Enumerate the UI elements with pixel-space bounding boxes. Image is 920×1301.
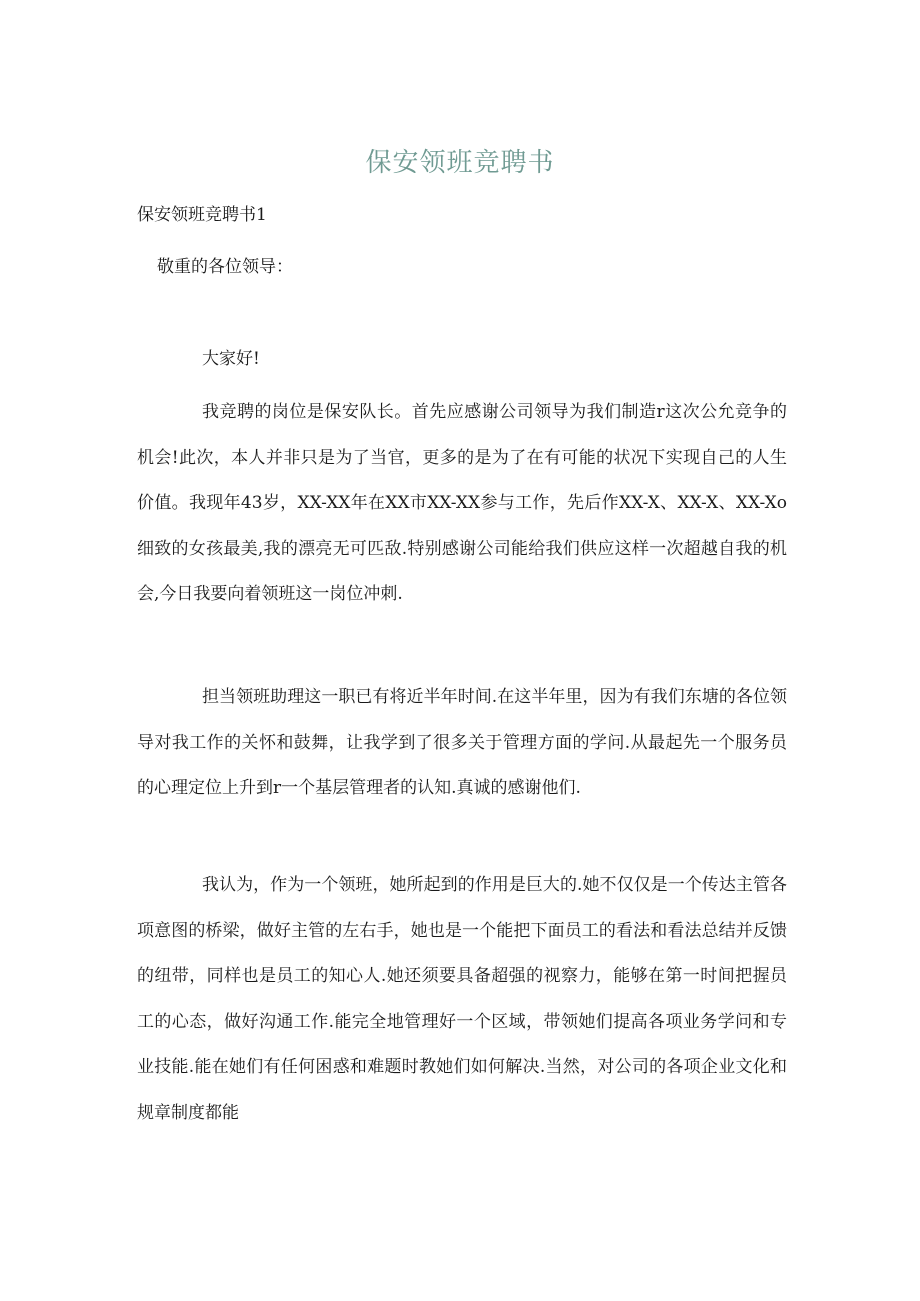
greeting: 大家好! [202,349,260,369]
body-paragraph: 我认为，作为一个领班，她所起到的作用是巨大的.她不仅仅是一个传达主管各项意图的桥梁，做好主管的左右手，她也是一个能把下面员工的看法和看法总结并反馈的纽带，同样也是员工的知心人.她还须要具备超强的视察力，能够在第一时间把握员工的心态，做好沟通工作.能完全地管理好一个区域，带领她们提高各项业务学问和专业技能.能在她们有任何困惑和难题时教她们如何解决.当然，对公司的各项企业文化和规章制度都能 [137,875,787,1123]
salutation: 敬重的各位领导： [157,257,293,277]
section-heading: 保安领班竞聘书1 [137,205,267,225]
body-paragraph: 我竞聘的岗位是保安队长。首先应感谢公司领导为我们制造r这次公允竞争的机会!此次，本人并非只是为了当官，更多的是为了在有可能的状况下实现自己的人生价值。我现年43岁，XX-XX年在XX市XX-XX参与工作，先后作XX-X、XX-X、XX-Xo细致的女孩最美,我的漂亮无可匹敌.特别感谢公司能给我们供应这样一次超越自我的机会,今日我要向着领班这一岗位冲刺. [137,402,787,604]
document-title: 保安领班竞聘书 [365,148,555,178]
body-paragraph: 担当领班助理这一职已有将近半年时间.在这半年里，因为有我们东塘的各位领导对我工作的关怀和鼓舞，让我学到了很多关于管理方面的学问.从最起先一个服务员的心理定位上升到r一个基层管理者的认知.真诚的感谢他们. [137,687,787,798]
